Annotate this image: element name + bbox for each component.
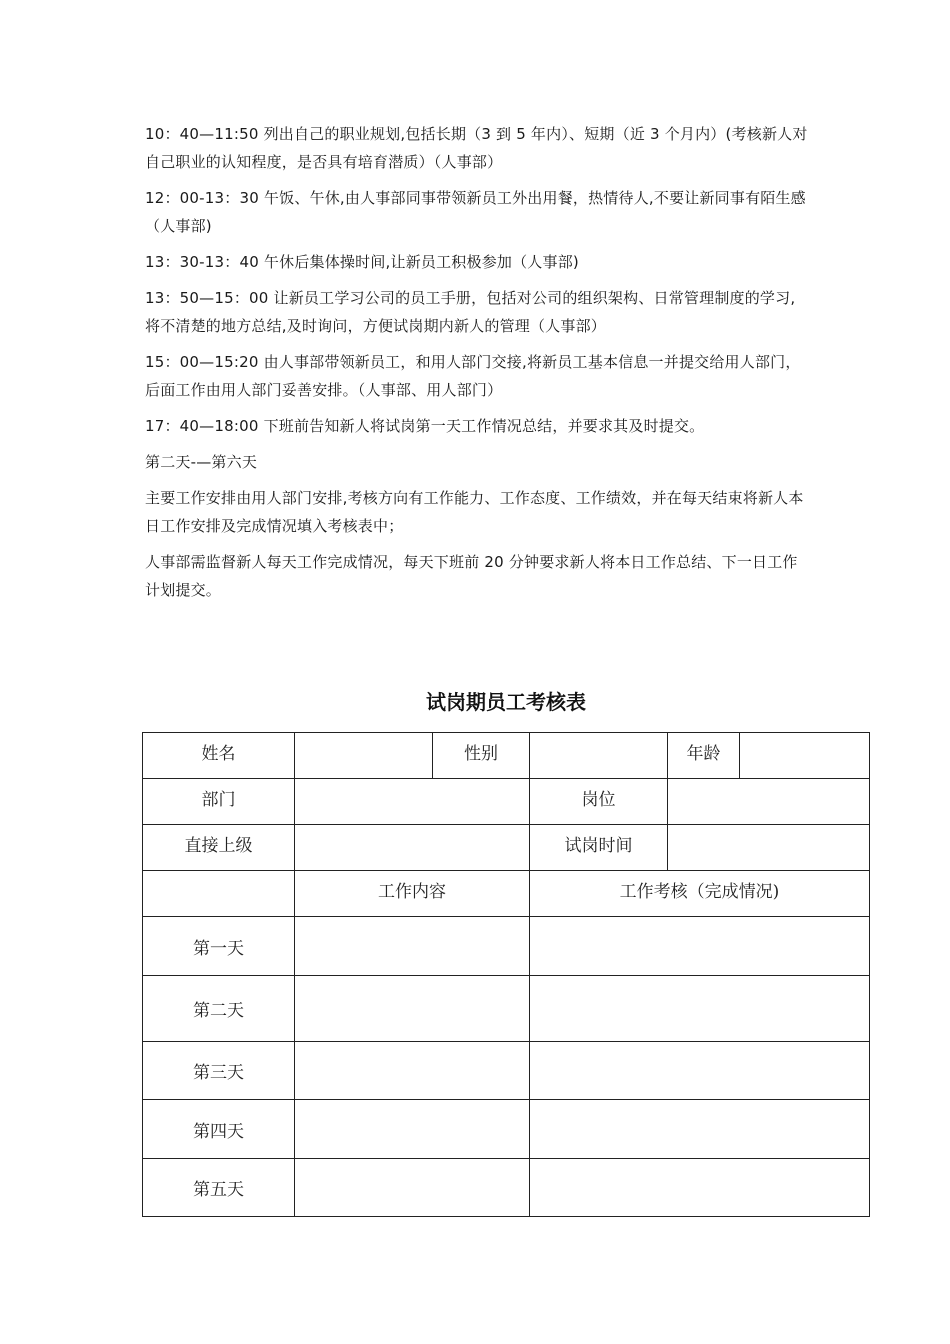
day-label: 第三天 [143,1042,295,1100]
table-row [143,779,870,825]
gender-label: 性别 [433,733,530,779]
post-field[interactable] [668,779,870,825]
day-label: 第五天 [143,1159,295,1217]
assessment-cell[interactable] [530,1159,870,1217]
gender-field[interactable] [530,733,668,779]
paragraph-summary: 17：40—18:00 下班前告知新人将试岗第一天工作情况总结，并要求其及时提交。 [145,417,705,435]
table-row [143,976,870,1042]
paragraph-career-plan: 10：40—11:50 列出自己的职业规划,包括长期（3 到 5 年内）、短期（近 3 个月内）(考核新人对自己职业的认知程度，是否具有培育潜质）（人事部） [145,125,808,171]
supervisor-label: 直接上级 [143,825,295,871]
paragraph-supervision: 人事部需监督新人每天工作完成情况，每天下班前 20 分钟要求新人将本日工作总结、下一日工作计划提交。 [145,553,798,599]
name-field[interactable] [295,733,433,779]
content-cell[interactable] [295,1100,530,1159]
supervisor-field[interactable] [295,825,530,871]
paragraph-work-arrangement: 主要工作安排由用人部门安排,考核方向有工作能力、工作态度、工作绩效，并在每天结束将新人本日工作安排及完成情况填入考核表中； [145,489,804,535]
day-label: 第四天 [143,1100,295,1159]
table-row [143,1042,870,1100]
content-cell[interactable] [295,1159,530,1217]
table-row [143,871,870,917]
assessment-cell[interactable] [530,1100,870,1159]
table-row [143,733,870,779]
paragraph-lunch: 12：00-13：30 午饭、午休,由人事部同事带领新员工外出用餐，热情待人,不要让新同事有陌生感（人事部) [145,189,806,235]
name-label: 姓名 [143,733,295,779]
schedule-text [145,120,810,612]
day-column-header [143,871,295,917]
paragraph-day-range: 第二天-—第六天 [145,453,258,471]
table-row [143,825,870,871]
assessment-header: 工作考核（完成情况) [530,871,870,917]
table-row [143,1100,870,1159]
content-cell[interactable] [295,976,530,1042]
assessment-form-table [142,732,870,1217]
content-cell[interactable] [295,1042,530,1100]
day-label: 第一天 [143,917,295,976]
content-cell[interactable] [295,917,530,976]
age-label: 年龄 [668,733,740,779]
paragraph-handover: 15：00—15:20 由人事部带领新员工，和用人部门交接,将新员工基本信息一并提交给用人部门，后面工作由用人部门妥善安排。（人事部、用人部门） [145,353,801,399]
table-row [143,1159,870,1217]
paragraph-handbook: 13：50—15：00 让新员工学习公司的员工手册，包括对公司的组织架构、日常管理制度的学习,将不清楚的地方总结,及时询问，方便试岗期内新人的管理（人事部） [145,289,796,335]
dept-label: 部门 [143,779,295,825]
table-row [143,917,870,976]
content-header: 工作内容 [295,871,530,917]
assessment-cell[interactable] [530,1042,870,1100]
age-field[interactable] [740,733,870,779]
paragraph-exercise: 13：30-13：40 午休后集体操时间,让新员工积极参加（人事部) [145,253,579,271]
trial-time-field[interactable] [668,825,870,871]
assessment-cell[interactable] [530,976,870,1042]
form-title: 试岗期员工考核表 [426,690,586,714]
assessment-cell[interactable] [530,917,870,976]
post-label: 岗位 [530,779,668,825]
trial-time-label: 试岗时间 [530,825,668,871]
day-label: 第二天 [143,976,295,1042]
dept-field[interactable] [295,779,530,825]
